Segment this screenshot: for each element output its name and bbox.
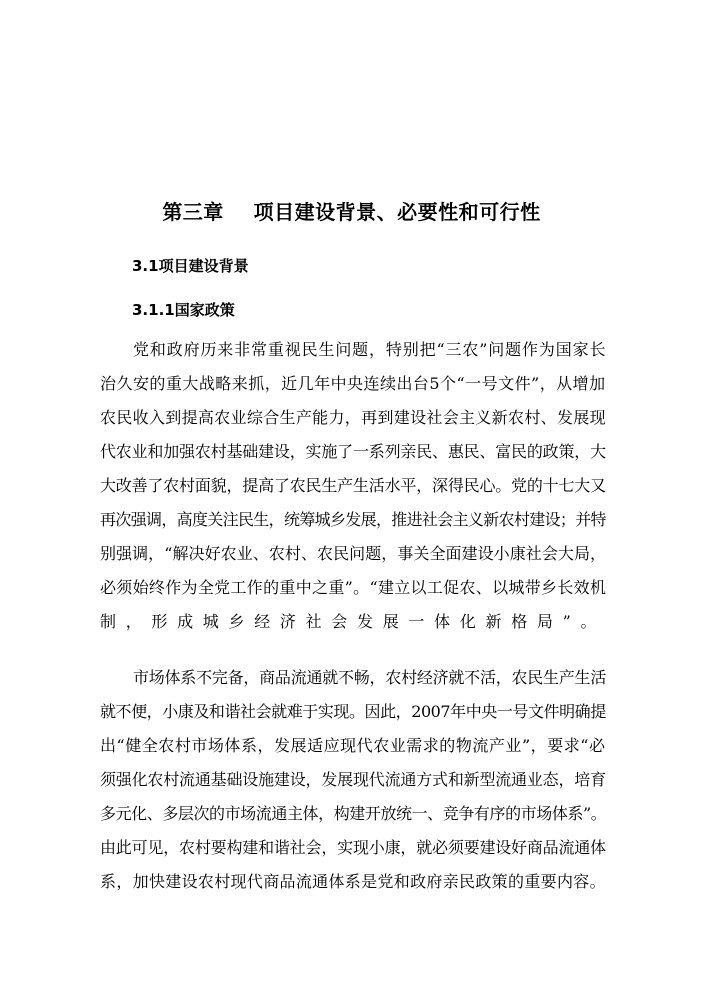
paragraph-line: 就不便，小康及和谐社会就难于实现。因此，2007年中央一号文件明确提 [100,702,606,721]
section-heading-3-1: 3.1项目建设背景 [132,257,249,275]
paragraph-line: 党和政府历来非常重视民生问题，特别把“三农”问题作为国家长 [133,340,607,359]
paragraph-line: 系，加快建设农村现代商品流通体系是党和政府亲民政策的重要内容。 [100,872,606,891]
paragraph-line: 多元化、多层次的市场流通主体，构建开放统一、竞争有序的市场体系”。 [100,804,607,823]
paragraph-line: 治久安的重大战略来抓，近几年中央连续出台5个“一号文件”，从增加 [100,374,606,393]
paragraph-line: 制，形成城乡经济社会发展一体化新格局”。 [100,612,607,631]
paragraph-line: 由此可见，农村要构建和谐社会，实现小康，就必须要建设好商品流通体 [100,838,606,857]
paragraph-line: 必须始终作为全党工作的重中之重”。“建立以工促农、以城带乡长效机 [100,578,607,597]
section-heading-3-1-1: 3.1.1国家政策 [132,301,235,319]
paragraph-line: 农民收入到提高农业综合生产能力，再到建设社会主义新农村、发展现 [100,408,606,427]
chapter-title: 第三章 项目建设背景、必要性和可行性 [162,200,541,224]
paragraph-line: 代农业和加强农村基础建设，实施了一系列亲民、惠民、富民的政策，大 [100,442,606,461]
paragraph-line: 市场体系不完备，商品流通就不畅，农村经济就不活，农民生产生活 [133,668,607,687]
paragraph-line: 须强化农村流通基础设施建设，发展现代流通方式和新型流通业态，培育 [100,770,606,789]
paragraph-line: 别强调，“解决好农业、农村、农民问题，事关全面建设小康社会大局， [100,544,607,563]
paragraph-line: 出“健全农村市场体系，发展适应现代农业需求的物流产业”，要求“必 [100,736,606,755]
paragraph-line: 再次强调，高度关注民生，统筹城乡发展，推进社会主义新农村建设；并特 [100,510,606,529]
paragraph-line: 大改善了农村面貌，提高了农民生产生活水平，深得民心。党的十七大又 [100,476,606,495]
